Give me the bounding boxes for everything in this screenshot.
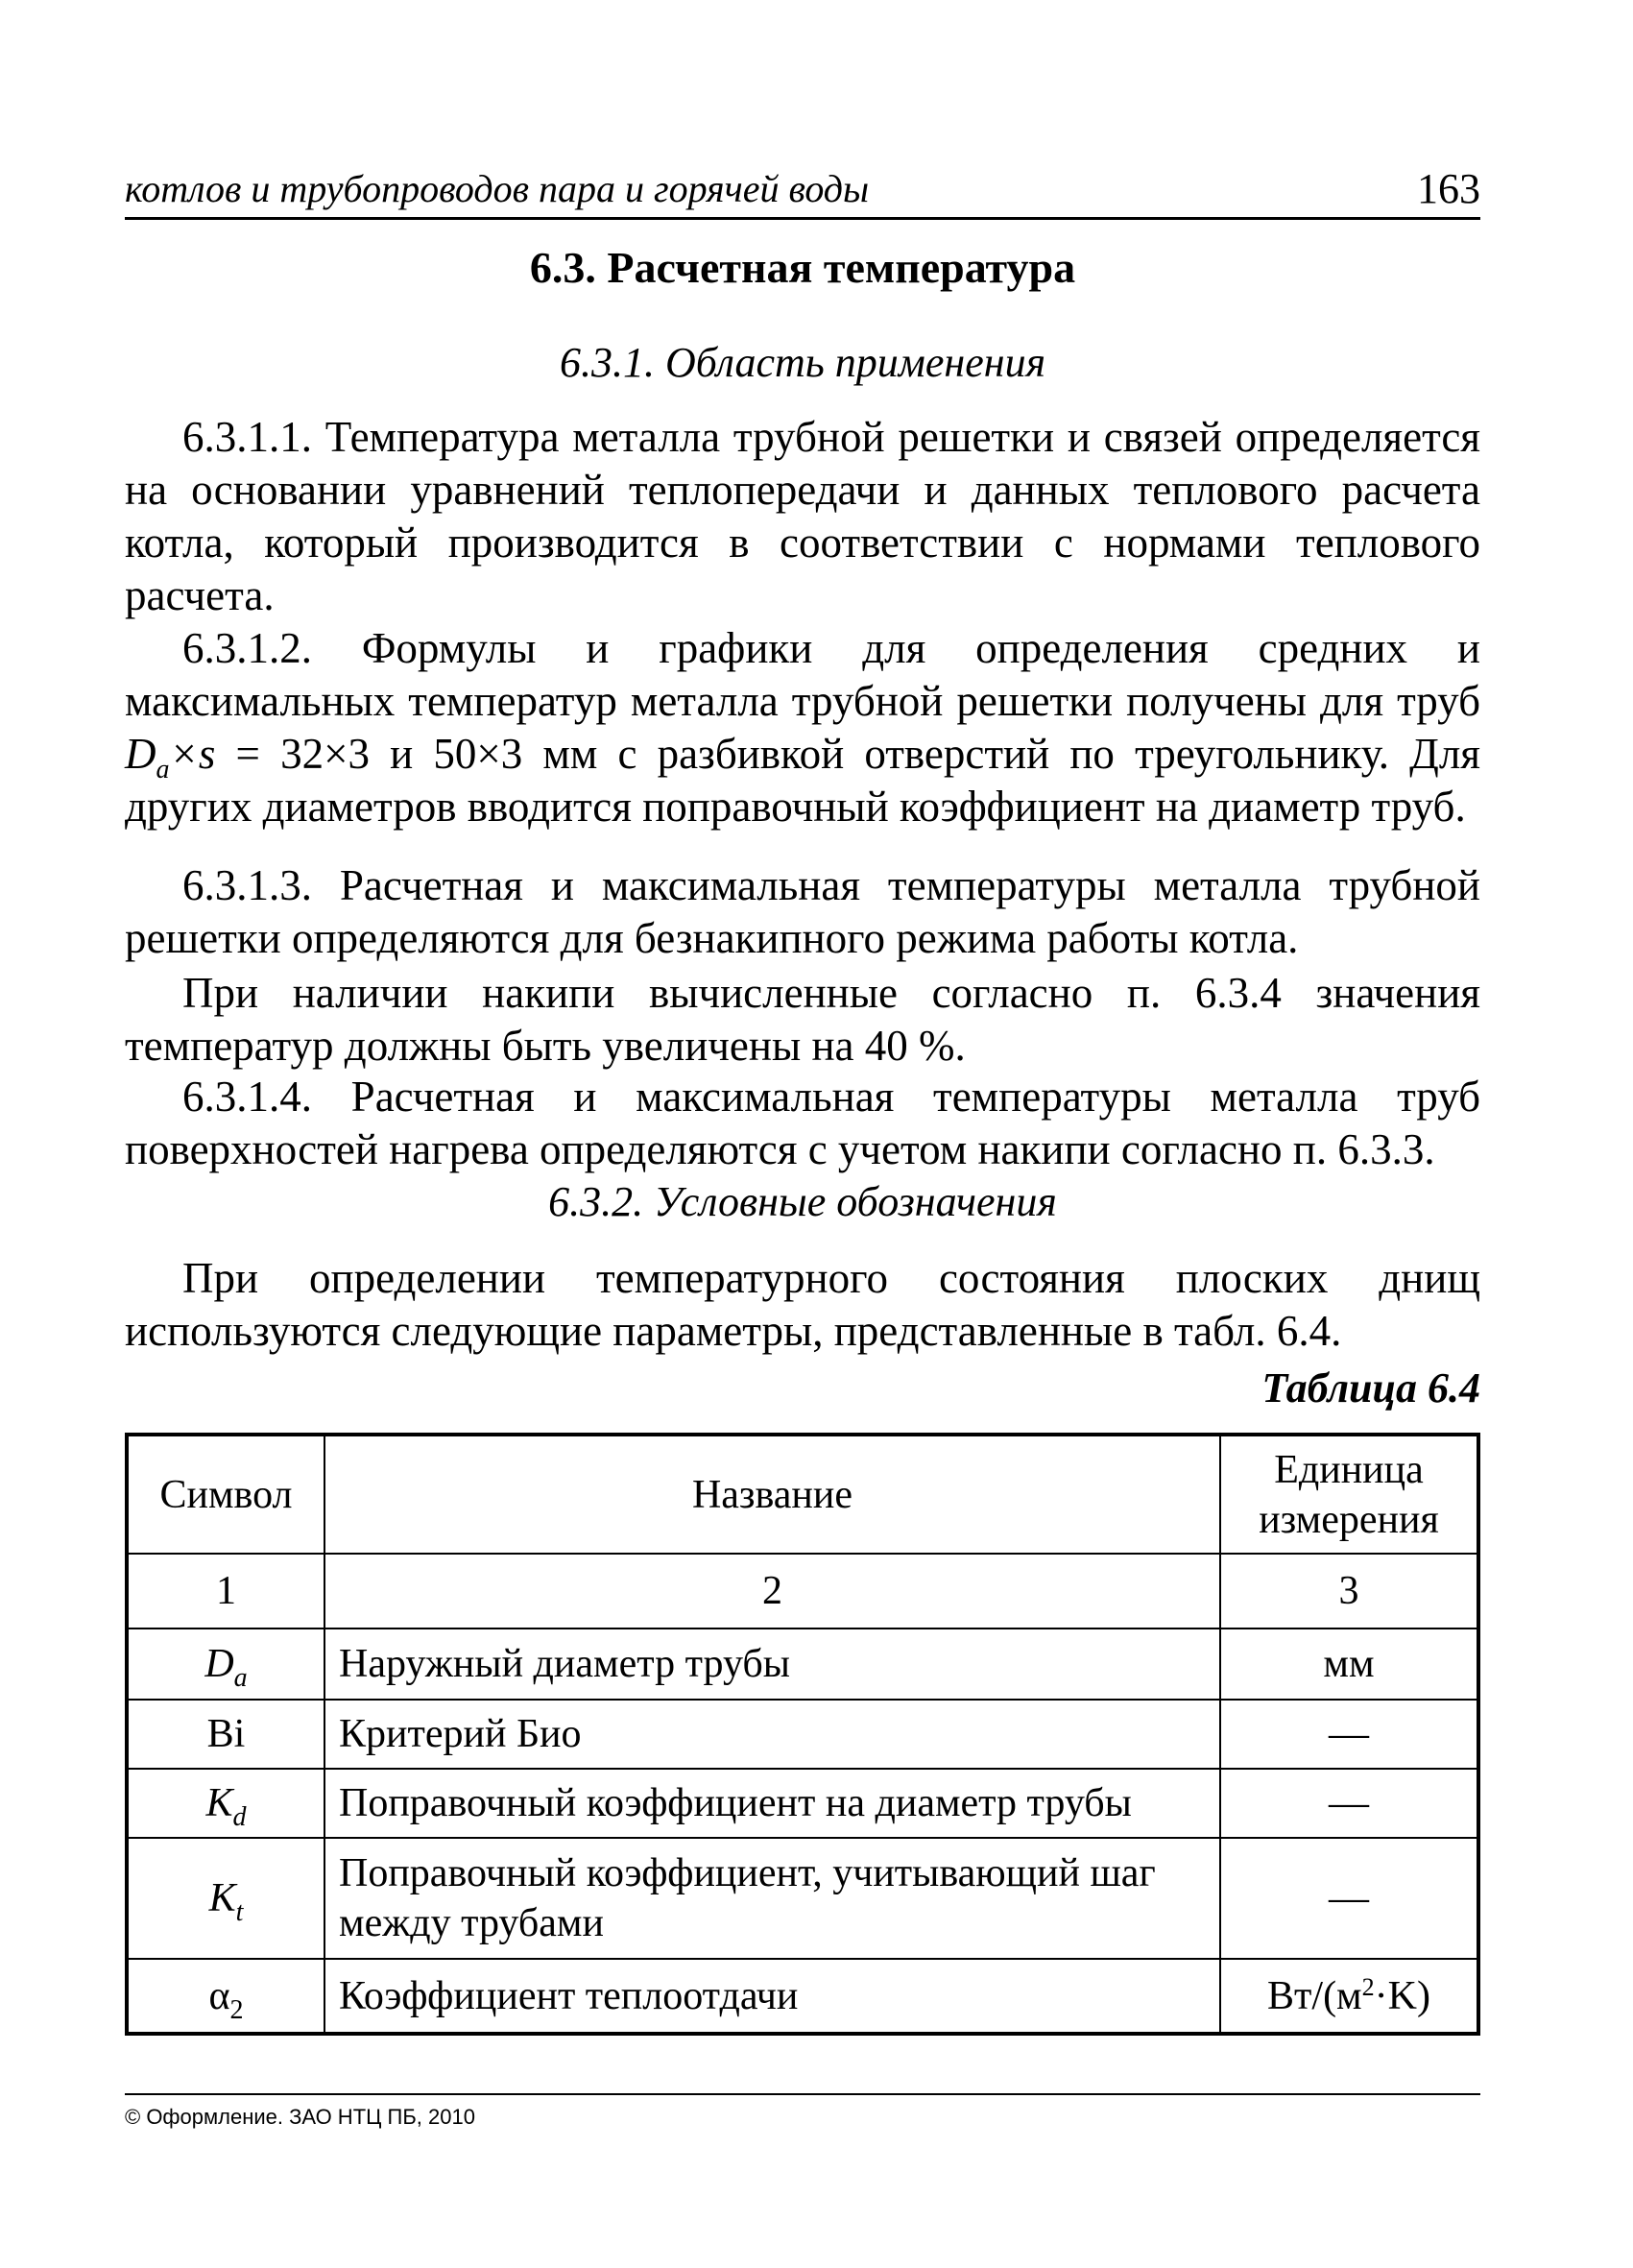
- column-number-1: 1: [127, 1554, 324, 1629]
- symbol-cell: [127, 1700, 324, 1769]
- formula-d-subscript: a: [156, 755, 170, 784]
- table-row: [127, 1769, 1478, 1838]
- name-cell: Поправочный коэффициент, учитывающий шаг между трубами: [324, 1838, 1220, 1959]
- paragraph-6-3-1-1: 6.3.1.1. Температура металла трубной решетки и связей определяется на основании уравнений теплопередачи и данных теплового расчета котла, который производится в соответствии с нормами теплового расчета.: [125, 413, 1480, 619]
- table-header-row: [127, 1435, 1478, 1554]
- paragraph-6-3-1-2-tail: = 32×3 и 50×3 мм с разбивкой отверстий по треугольнику. Для других диаметров вводится поправочный коэффициент на диаметр труб.: [125, 730, 1480, 831]
- section-title: 6.3. Расчетная температура: [529, 243, 1076, 292]
- symbol-subscript: 2: [229, 1994, 244, 2025]
- column-number-2: 2: [324, 1554, 1220, 1629]
- paragraph-6-3-1-2-lead: 6.3.1.2. Формулы и графики для определения средних и максимальных температур металла трубной решетки получены для труб: [125, 624, 1480, 725]
- subsection-title-scope: 6.3.1. Область применения: [559, 339, 1046, 386]
- symbol-subscript: t: [235, 1897, 244, 1927]
- formula-d: D: [125, 730, 156, 778]
- name-cell: Критерий Био: [324, 1700, 1220, 1769]
- header-symbol: Символ: [127, 1435, 324, 1554]
- parameters-table: [125, 1433, 1480, 2036]
- symbol-main: K: [208, 1876, 236, 1920]
- symbol-main: K: [205, 1781, 233, 1825]
- unit-superscript: 2: [1361, 1972, 1375, 2001]
- table-row: [127, 1629, 1478, 1700]
- symbol-cell: [127, 1629, 324, 1700]
- unit-prefix: Вт/(м: [1267, 1973, 1362, 2018]
- paragraph-scale: При наличии накипи вычисленные согласно п. 6.3.4 значения температур должны быть увеличены на 40 %.: [125, 969, 1480, 1070]
- symbol-main: Bi: [206, 1712, 246, 1756]
- footer-copyright: © Оформление. ЗАО НТЦ ПБ, 2010: [125, 2093, 1480, 2130]
- name-cell: Наружный диаметр трубы: [324, 1629, 1220, 1700]
- unit-cell: —: [1220, 1700, 1478, 1769]
- table-row: [127, 1838, 1478, 1959]
- unit-suffix: ·K): [1374, 1973, 1430, 2018]
- symbol-cell: [127, 1959, 324, 2034]
- page-number: 163: [1417, 165, 1480, 212]
- running-title: котлов и трубопроводов пара и горячей воды: [125, 167, 870, 210]
- symbol-main: D: [204, 1642, 234, 1686]
- header-unit: Единица измерения: [1220, 1435, 1478, 1554]
- symbol-subscript: d: [232, 1802, 247, 1832]
- paragraph-intro: При определении температурного состояния плоских днищ используются следующие параметры, представленные в табл. 6.4.: [125, 1254, 1480, 1355]
- table-row: [127, 1959, 1478, 2034]
- subsection-title-notation: 6.3.2. Условные обозначения: [548, 1178, 1057, 1225]
- document-page: [125, 0, 1480, 2268]
- unit-cell: мм: [1220, 1629, 1478, 1700]
- paragraph-6-3-1-2: [125, 622, 1480, 833]
- formula-times-s: ×s: [169, 730, 216, 778]
- symbol-cell: [127, 1769, 324, 1838]
- symbol-main: α: [208, 1973, 230, 2018]
- table-caption: Таблица 6.4: [1261, 1364, 1480, 1411]
- table-number-row: [127, 1554, 1478, 1629]
- unit-cell: —: [1220, 1838, 1478, 1959]
- symbol-cell: [127, 1838, 324, 1959]
- header-name: Название: [324, 1435, 1220, 1554]
- unit-cell: —: [1220, 1769, 1478, 1838]
- running-header: [125, 161, 1480, 220]
- column-number-3: 3: [1220, 1554, 1478, 1629]
- table-row: [127, 1700, 1478, 1769]
- unit-cell: [1220, 1959, 1478, 2034]
- name-cell: Поправочный коэффициент на диаметр трубы: [324, 1769, 1220, 1838]
- symbol-subscript: a: [233, 1663, 248, 1693]
- paragraph-6-3-1-3: 6.3.1.3. Расчетная и максимальная температуры металла трубной решетки определяются для безнакипного режима работы котла.: [125, 861, 1480, 962]
- paragraph-6-3-1-4: 6.3.1.4. Расчетная и максимальная температуры металла труб поверхностей нагрева определяются с учетом накипи согласно п. 6.3.3.: [125, 1073, 1480, 1173]
- name-cell: Коэффициент теплоотдачи: [324, 1959, 1220, 2034]
